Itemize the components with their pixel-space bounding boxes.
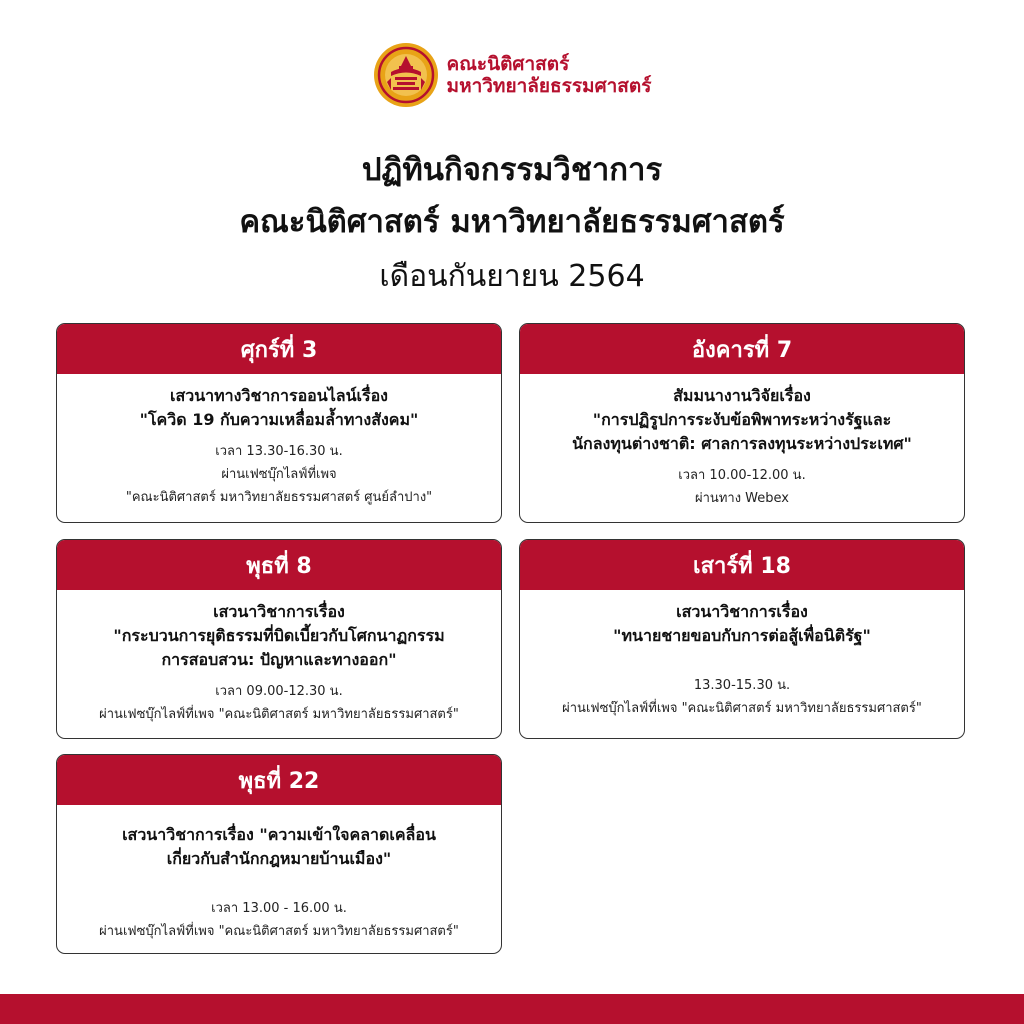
event-title-line: เสวนาทางวิชาการออนไลน์เรื่อง	[169, 386, 388, 405]
event-day: เสาร์ที่ 18	[520, 540, 964, 590]
event-title-line: เสวนาวิชาการเรื่อง	[676, 602, 808, 621]
logo-text	[447, 53, 652, 97]
event-body	[520, 374, 964, 510]
event-body	[57, 805, 501, 943]
event-card	[56, 323, 502, 523]
page-title-faculty: คณะนิติศาสตร์ มหาวิทยาลัยธรรมศาสตร์	[239, 204, 785, 240]
faculty-logo	[0, 40, 1024, 110]
event-card	[56, 539, 502, 739]
event-day: พุธที่ 22	[57, 755, 501, 805]
event-title-line: เสวนาวิชาการเรื่อง	[213, 602, 345, 621]
logo-line-1: คณะนิติศาสตร์	[446, 53, 570, 75]
month-label: เดือนกันยายน 2564	[379, 259, 645, 294]
event-card	[519, 539, 965, 739]
logo-line-2: มหาวิทยาลัยธรรมศาสตร์	[446, 75, 652, 97]
event-body	[57, 374, 501, 509]
event-channel: ผ่านเฟซบุ๊กไลฟ์ที่เพจ "คณะนิติศาสตร์ มหาวิทยาลัยธรรมศาสตร์"	[99, 707, 459, 722]
event-title-line: การสอบสวน: ปัญหาและทางออก"	[161, 650, 397, 669]
event-title-line: "ทนายชายขอบกับการต่อสู้เพื่อนิติรัฐ"	[613, 626, 871, 645]
event-time: เวลา 10.00-12.00 น.	[678, 468, 806, 483]
university-seal-icon	[373, 42, 439, 108]
event-card	[56, 754, 502, 954]
event-channel: "คณะนิติศาสตร์ มหาวิทยาลัยธรรมศาสตร์ ศูนย์ลำปาง"	[125, 490, 433, 505]
event-title-line: เกี่ยวกับสำนักกฎหมายบ้านเมือง"	[166, 849, 392, 868]
event-day: ศุกร์ที่ 3	[57, 324, 501, 374]
event-title-line: "โควิด 19 กับความเหลื่อมล้ำทางสังคม"	[139, 410, 419, 429]
event-channel: ผ่านเฟซบุ๊กไลฟ์ที่เพจ "คณะนิติศาสตร์ มหาวิทยาลัยธรรมศาสตร์"	[99, 924, 459, 939]
event-title-line: สัมมนางานวิจัยเรื่อง	[673, 386, 811, 405]
event-time: เวลา 13.00 - 16.00 น.	[211, 901, 347, 916]
event-body	[520, 590, 964, 720]
event-title-line: "กระบวนการยุติธรรมที่บิดเบี้ยวกับโศกนาฏกรรม	[113, 626, 445, 645]
event-time: 13.30-15.30 น.	[693, 678, 791, 693]
event-title-line: เสวนาวิชาการเรื่อง "ความเข้าใจคลาดเคลื่อน	[122, 825, 436, 844]
event-channel: ผ่านเฟซบุ๊กไลฟ์ที่เพจ "คณะนิติศาสตร์ มหาวิทยาลัยธรรมศาสตร์"	[562, 701, 922, 716]
event-title-line: นักลงทุนต่างชาติ: ศาลการลงทุนระหว่างประเทศ"	[572, 434, 912, 453]
event-card	[519, 323, 965, 523]
event-channel: ผ่านเฟซบุ๊กไลฟ์ที่เพจ	[221, 467, 337, 482]
event-time: เวลา 13.30-16.30 น.	[215, 444, 343, 459]
event-day: พุธที่ 8	[57, 540, 501, 590]
event-channel: ผ่านทาง Webex	[695, 491, 789, 506]
event-day: อังคารที่ 7	[520, 324, 964, 374]
page-title: ปฏิทินกิจกรรมวิชาการ	[361, 152, 663, 188]
event-title-line: "การปฏิรูปการระงับข้อพิพาทระหว่างรัฐและ	[592, 410, 892, 429]
event-time: เวลา 09.00-12.30 น.	[215, 684, 343, 699]
event-body	[57, 590, 501, 726]
footer-bar	[0, 994, 1024, 1024]
